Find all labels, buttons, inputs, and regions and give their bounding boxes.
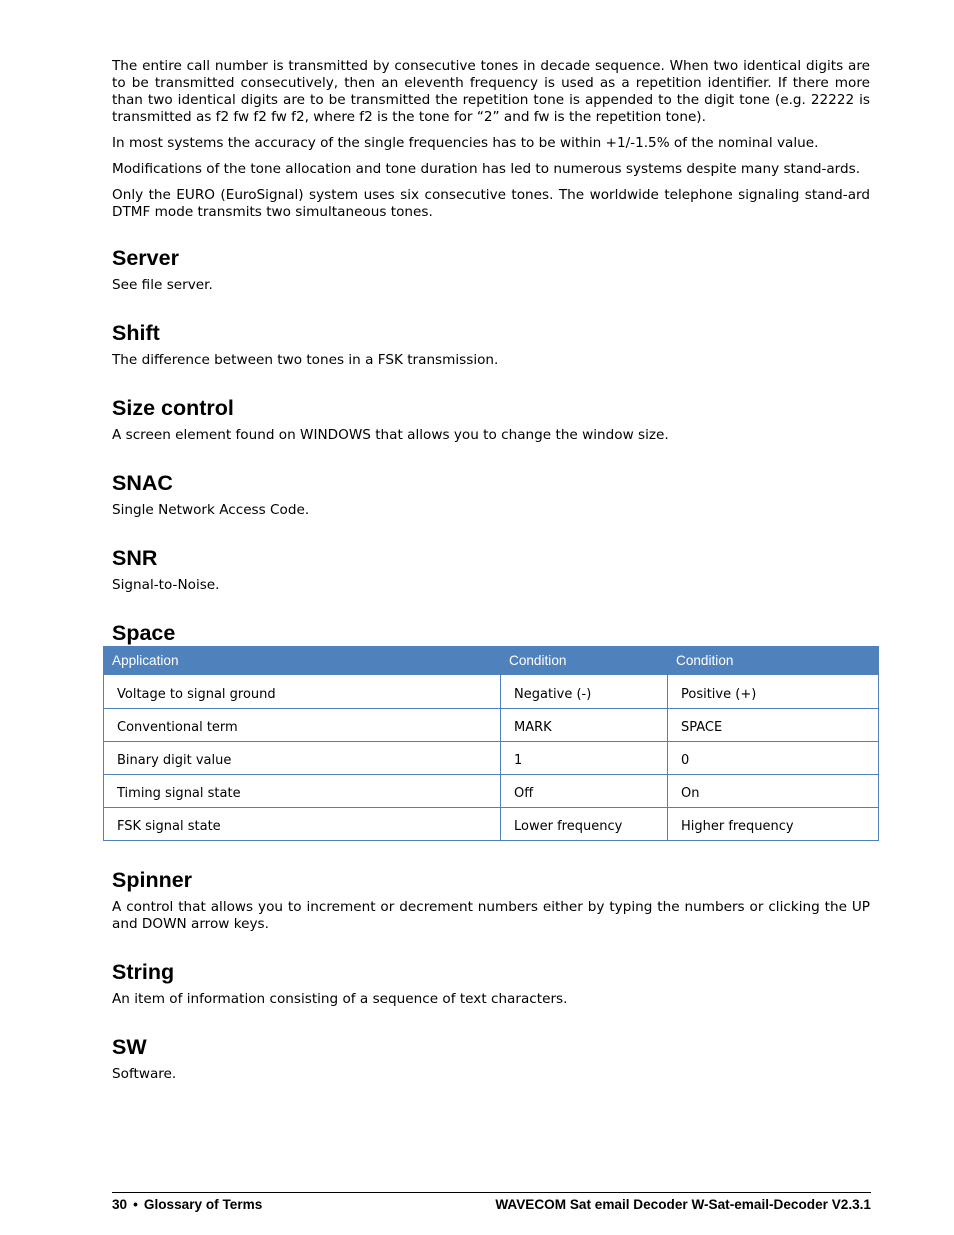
chapter-name: Glossary of Terms [143,1197,263,1212]
entry-title: SW [112,1035,147,1059]
table-cell: Timing signal state [104,775,501,808]
spacer [112,369,870,396]
glossary-entry-size-control [112,396,870,444]
spacer [112,594,870,621]
table-cell: Conventional term [104,709,501,742]
entry-title: Shift [112,321,160,345]
product-name: WAVECOM Sat email Decoder W-Sat-email-Decoder V2.3.1 [495,1197,871,1212]
entry-text: Single Network Access Code. [112,502,310,518]
entry-text: Signal-to-Noise. [112,577,220,593]
glossary-entry-server [112,246,870,294]
intro-paragraph: In most systems the accuracy of the single frequencies has to be within +1/-1.5% of the nominal value. [112,135,819,151]
glossary-entry-spinner [112,868,870,933]
table-cell: 0 [668,742,879,775]
spacer [112,444,870,471]
intro-paragraph: Modifications of the tone allocation and tone duration has led to numerous systems despite many stand-ards. [112,161,861,177]
table-cell: Voltage to signal ground [104,675,501,709]
glossary-entry-sw [112,1035,870,1083]
table-row [104,709,879,742]
table-cell: FSK signal state [104,808,501,841]
entry-title: Size control [112,396,234,420]
page-number: 30 [112,1197,128,1212]
bullet-separator: • [133,1197,138,1212]
table-cell: MARK [501,709,668,742]
entry-title: SNAC [112,471,173,495]
entry-title: Space [112,621,176,645]
glossary-entry-shift [112,321,870,369]
spacer [112,1008,870,1035]
glossary-entry-snac [112,471,870,519]
table-cell: On [668,775,879,808]
table-row [104,675,879,709]
table-header-row [104,647,879,675]
spacer [112,519,870,546]
table-row [104,742,879,775]
spacer [112,294,870,321]
footer-left [112,1197,262,1212]
table-cell: 1 [501,742,668,775]
spacer [112,841,870,868]
entry-text: See file server. [112,277,213,293]
entry-title: Spinner [112,868,193,892]
entry-text: A screen element found on WINDOWS that allows you to change the window size. [112,427,669,443]
space-table [103,646,879,841]
column-header: Condition [501,647,668,675]
table-cell: SPACE [668,709,879,742]
intro-paragraph: The entire call number is transmitted by consecutive tones in decade sequence. When two identical digits are to be transmitted consecutively, then an eleventh frequency is used as a repetition identifier. If there more than two identical digits are to be transmitted the repetition tone is appended to the digit tone (e.g. 22222 is transmitted as f2 fw f2 fw f2, where f2 is the tone for “2” and fw is the repetition tone). [112,58,870,125]
table-cell: Positive (+) [668,675,879,709]
glossary-entry-string [112,960,870,1008]
table-cell: Higher frequency [668,808,879,841]
table-cell: Lower frequency [501,808,668,841]
table-row [104,808,879,841]
intro-paragraph: Only the EURO (EuroSignal) system uses six consecutive tones. The worldwide telephone signaling stand-ard DTMF mode transmits two simultaneous tones. [112,187,870,220]
entry-text: An item of information consisting of a sequence of text characters. [112,991,568,1007]
table-row [104,775,879,808]
entry-title: Server [112,246,179,270]
table-cell: Binary digit value [104,742,501,775]
column-header: Application [104,647,501,675]
glossary-entry-space [112,621,870,841]
page-content [112,58,870,1083]
entry-title: String [112,960,175,984]
entry-text: The difference between two tones in a FSK transmission. [112,352,499,368]
column-header: Condition [668,647,879,675]
spacer [112,933,870,960]
table-cell: Negative (-) [501,675,668,709]
table-cell: Off [501,775,668,808]
spacer [112,221,870,246]
entry-title: SNR [112,546,158,570]
page-footer [112,1192,871,1212]
entry-text: Software. [112,1066,177,1082]
glossary-entry-snr [112,546,870,594]
entry-text: A control that allows you to increment or decrement numbers either by typing the numbers or clicking the UP and DOWN arrow keys. [112,899,870,932]
